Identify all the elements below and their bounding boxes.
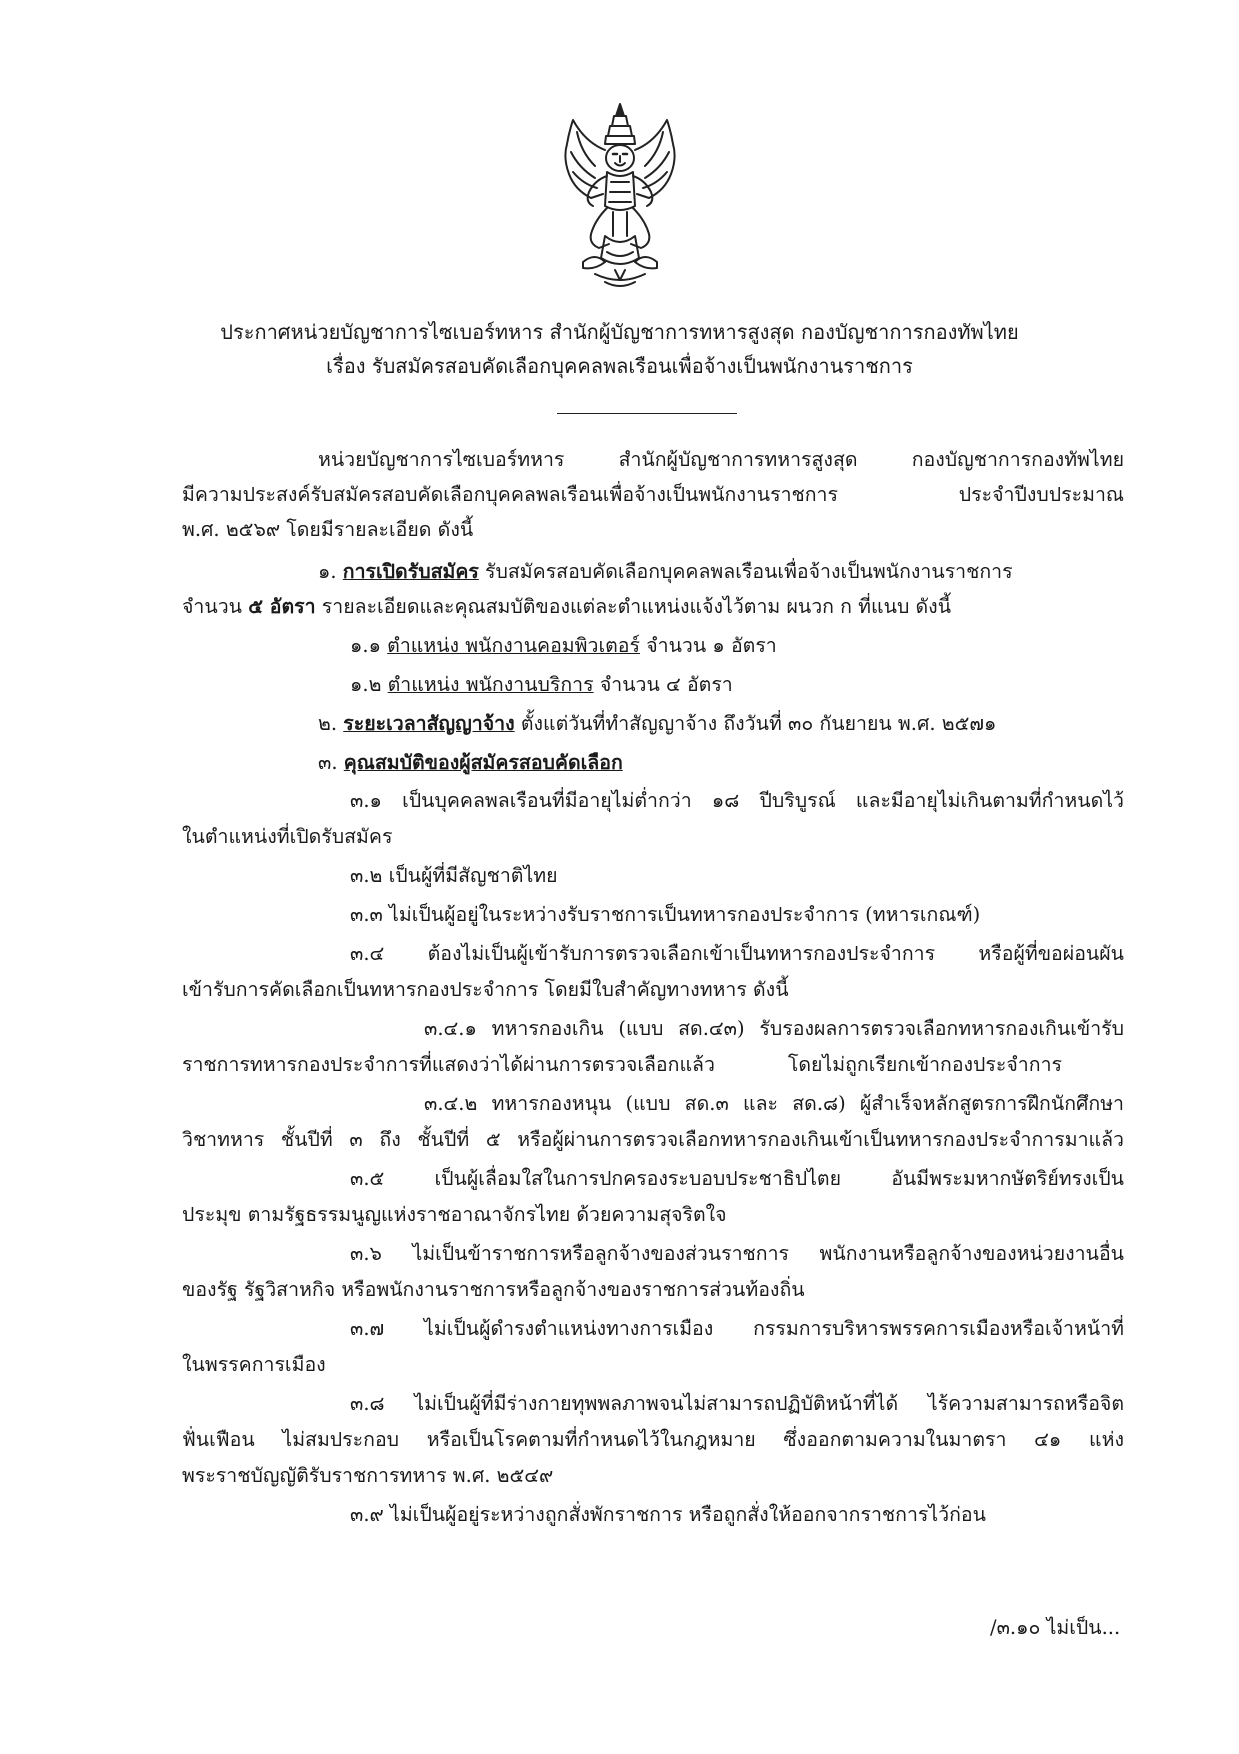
section-1-heading: การเปิดรับสมัคร	[342, 560, 479, 583]
qualification-line: ๓.๓ ไม่เป็นผู้อยู่ในระหว่างรับราชการเป็นทหารกองประจำการ (ทหารเกณฑ์)	[350, 903, 981, 926]
position-item-number: ๑.๒	[350, 673, 382, 696]
section-1-count-detail: รายละเอียดและคุณสมบัติของแต่ละตำแหน่งแจ้งไว้ตาม ผนวก ก ที่แนบ ดังนี้	[321, 595, 952, 618]
section-2-text: ตั้งแต่วันที่ทำสัญญาจ้าง ถึงวันที่ ๓๐ กันยายน พ.ศ. ๒๕๗๑	[520, 712, 997, 735]
qualification-line: เข้ารับการคัดเลือกเป็นทหารกองประจำการ โดยมีใบสำคัญทางทหาร ดังนี้	[182, 978, 789, 1001]
intro-line-1: หน่วยบัญชาการไซเบอร์ทหาร สำนักผู้บัญชาการทหารสูงสุด กองบัญชาการกองทัพไทย	[318, 448, 1124, 471]
section-1-count-prefix: จำนวน	[182, 595, 242, 618]
qualification-line: ๓.๘ ไม่เป็นผู้ที่มีร่างกายทุพพลภาพจนไม่สามารถปฏิบัติหน้าที่ได้ ไร้ความสามารถหรือจิต	[350, 1392, 1124, 1415]
section-2-heading: ระยะเวลาสัญญาจ้าง	[343, 712, 515, 735]
section-3-heading: คุณสมบัติของผู้สมัครสอบคัดเลือก	[343, 751, 623, 774]
section-3-line	[318, 749, 623, 777]
section-1-line-2	[182, 593, 951, 621]
section-3-number: ๓.	[318, 751, 338, 774]
qualification-line: ๓.๑ เป็นบุคคลพลเรือนที่มีอายุไม่ต่ำกว่า ๑๘ ปีบริบูรณ์ และมีอายุไม่เกินตามที่กำหนดไว้	[350, 789, 1124, 812]
intro-line-2: มีความประสงค์รับสมัครสอบคัดเลือกบุคคลพลเรือนเพื่อจ้างเป็นพนักงานราชการ ประจำปีงบประมาณ	[182, 483, 1124, 506]
garuda-emblem-icon	[555, 102, 685, 290]
qualification-line: ประมุข ตามรัฐธรรมนูญแห่งราชอาณาจักรไทย ด้วยความสุจริตใจ	[182, 1203, 727, 1226]
position-item-1	[350, 632, 777, 660]
qualification-line: ๓.๖ ไม่เป็นข้าราชการหรือลูกจ้างของส่วนราชการ พนักงานหรือลูกจ้างของหน่วยงานอื่น	[350, 1242, 1124, 1265]
qualification-line: ๓.๒ เป็นผู้ที่มีสัญชาติไทย	[350, 864, 558, 887]
intro-line-3: พ.ศ. ๒๕๖๙ โดยมีรายละเอียด ดังนี้	[182, 518, 474, 541]
qualification-line: ในตำแหน่งที่เปิดรับสมัคร	[182, 825, 393, 848]
announcement-title: ประกาศหน่วยบัญชาการไซเบอร์ทหาร สำนักผู้บัญชาการทหารสูงสุด กองบัญชาการกองทัพไทย	[220, 320, 1019, 344]
qualification-line: พระราชบัญญัติรับราชการทหาร พ.ศ. ๒๕๔๙	[182, 1464, 554, 1487]
page-continuation: /๓.๑๐ ไม่เป็น...	[990, 1616, 1121, 1639]
section-2-number: ๒.	[318, 712, 338, 735]
section-1-text: รับสมัครสอบคัดเลือกบุคคลพลเรือนเพื่อจ้างเป็นพนักงานราชการ	[485, 560, 1013, 583]
position-item-number: ๑.๑	[350, 634, 381, 657]
section-2-line	[318, 710, 996, 738]
position-item-count: จำนวน ๔ อัตรา	[599, 673, 733, 696]
qualification-line: ๓.๗ ไม่เป็นผู้ดำรงตำแหน่งทางการเมือง กรรมการบริหารพรรคการเมืองหรือเจ้าหน้าที่	[350, 1317, 1124, 1340]
qualification-line: ราชการทหารกองประจำการที่แสดงว่าได้ผ่านการตรวจเลือกแล้ว โดยไม่ถูกเรียกเข้ากองประจำการ	[182, 1053, 1062, 1076]
qualification-line: ๓.๔.๑ ทหารกองเกิน (แบบ สด.๔๓) รับรองผลการตรวจเลือกทหารกองเกินเข้ารับ	[424, 1017, 1124, 1040]
qualification-line: ๓.๔.๒ ทหารกองหนุน (แบบ สด.๓ และ สด.๘) ผู้สำเร็จหลักสูตรการฝึกนักศึกษา	[424, 1092, 1124, 1115]
qualification-line: ในพรรคการเมือง	[182, 1353, 326, 1376]
qualification-line: ๓.๕ เป็นผู้เลื่อมใสในการปกครองระบอบประชาธิปไตย อันมีพระมหากษัตริย์ทรงเป็น	[350, 1167, 1124, 1190]
position-item-title: ตำแหน่ง พนักงานบริการ	[387, 673, 594, 696]
announcement-subject: เรื่อง รับสมัครสอบคัดเลือกบุคคลพลเรือนเพื่อจ้างเป็นพนักงานราชการ	[326, 354, 913, 378]
title-divider	[557, 413, 737, 414]
section-1-line	[318, 558, 1013, 586]
qualification-line: ฟั่นเฟือน ไม่สมประกอบ หรือเป็นโรคตามที่กำหนดไว้ในกฎหมาย ซึ่งออกตามความในมาตรา ๔๑ แห่ง	[182, 1428, 1124, 1451]
qualification-line: ๓.๙ ไม่เป็นผู้อยู่ระหว่างถูกสั่งพักราชการ หรือถูกสั่งให้ออกจากราชการไว้ก่อน	[350, 1503, 986, 1526]
position-item-2	[350, 671, 733, 699]
section-1-count: ๕ อัตรา	[248, 595, 316, 618]
qualification-line: ๓.๔ ต้องไม่เป็นผู้เข้ารับการตรวจเลือกเข้าเป็นทหารกองประจำการ หรือผู้ที่ขอผ่อนผัน	[350, 942, 1124, 965]
section-1-number: ๑.	[318, 560, 337, 583]
qualification-line: วิชาทหาร ชั้นปีที่ ๓ ถึง ชั้นปีที่ ๕ หรือผู้ผ่านการตรวจเลือกทหารกองเกินเข้าเป็นทหารกองประจำการมาแล้ว	[182, 1128, 1124, 1151]
position-item-title: ตำแหน่ง พนักงานคอมพิวเตอร์	[387, 634, 640, 657]
qualification-line: ของรัฐ รัฐวิสาหกิจ หรือพนักงานราชการหรือลูกจ้างของราชการส่วนท้องถิ่น	[182, 1278, 805, 1301]
position-item-count: จำนวน ๑ อัตรา	[646, 634, 777, 657]
